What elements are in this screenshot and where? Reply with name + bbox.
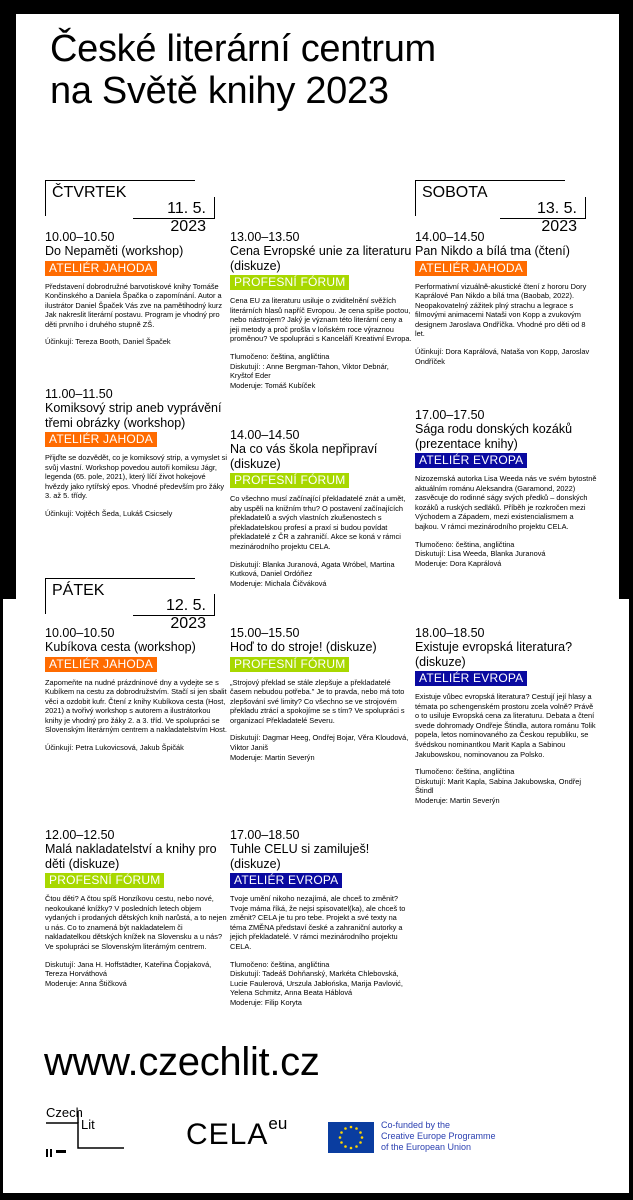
day-saturday-label: SOBOTA xyxy=(415,180,565,216)
event-credit: Tlumočeno: čeština, angličtina xyxy=(230,351,330,361)
event-badge: PROFESNÍ FÓRUM xyxy=(230,657,349,672)
event-badge: PROFESNÍ FÓRUM xyxy=(45,873,164,888)
event-time: 13.00–13.50 xyxy=(230,230,300,244)
event-badge: ATELIÉR JAHODA xyxy=(45,657,157,672)
event-credit: Účinkují: Vojtěch Šeda, Lukáš Csicsely xyxy=(45,508,173,518)
event-credit: Moderuje: Tomáš Kubíček xyxy=(230,380,316,390)
event-badge: ATELIÉR JAHODA xyxy=(415,261,527,276)
eu-funding-text xyxy=(381,1120,496,1153)
event-title: Tuhle CELU si zamiluješ! (diskuze) xyxy=(230,842,370,871)
czechlit-logo-top: Czech xyxy=(46,1105,83,1120)
event-description: Čtou děti? A čtou spíš Honzíkovu cestu, nebo nové, neokoukané knížky? V posledních letech objem vydaných i prodaných dětských knih narůstá, a to nejen u nás. Co to znamená být nakladatelem či nakladatelkou dětských knížek na Slovensku a u nás? Ve spolupráci se Slovenským literárným centrem. xyxy=(45,894,227,951)
event-time: 18.00–18.50 xyxy=(415,626,485,640)
event-description: Existuje vůbec evropská literatura? Cestují její hlasy a témata po schengenském prostoru zcela volně? Právě o to usiluje Evropská cena za literaturu. Debata a čtení svede dohromady Ondřeje Štindla, autora románu Tolik popela, letos nominovaného za Českou republiku, se švédskou nominantkou Marit Kapla a Sabinou Jakubowskou, nominovanou za Polsko. xyxy=(415,692,596,759)
event-time: 10.00–10.50 xyxy=(45,626,115,640)
event-time: 10.00–10.50 xyxy=(45,230,115,244)
event-time: 11.00–11.50 xyxy=(45,387,113,401)
event-credit: Moderuje: Anna Štičková xyxy=(45,978,127,988)
day-thursday-date: 11. 5. 2023 xyxy=(133,197,215,219)
cela-logo-text: CELA xyxy=(186,1118,269,1151)
event-credit: Diskutují: Blanka Juranová, Agata Wróbel, Martina Kutková, Daniel Ordóñez xyxy=(230,559,395,579)
czechlit-logo-frame xyxy=(46,1106,124,1158)
event-5 xyxy=(415,408,597,568)
day-thursday-label: ČTVRTEK xyxy=(45,180,195,216)
day-friday-date: 12. 5. 2023 xyxy=(133,594,215,616)
event-badge: PROFESNÍ FÓRUM xyxy=(230,473,349,488)
event-title: Malá nakladatelství a knihy pro děti (diskuze) xyxy=(45,842,217,871)
event-credit: Diskutují: Jana H. Hoffstädter, Kateřina Čopjaková, Tereza Horváthová xyxy=(45,959,212,979)
event-credit: Tlumočeno: čeština, angličtina xyxy=(415,767,515,777)
cela-logo-suffix: eu xyxy=(268,1114,288,1133)
event-description: Cena EU za literaturu usiluje o zviditelnění svěžích literárních hlasů napříč Evropou. Je cena spíše poctou, nebo nástrojem? Jaký je význam této literární ceny a jeji metody a proč prošla v loňském roce výraznou proměnou? Ve spolupráci s Kanceláří Kreativní Evropa. xyxy=(230,296,412,344)
event-credit: Tlumočeno: čeština, angličtina xyxy=(415,539,515,549)
event-credit: Moderuje: Martin Severýn xyxy=(230,752,315,762)
event-badge: ATELIÉR EVROPA xyxy=(415,671,527,686)
event-badge: PROFESNÍ FÓRUM xyxy=(230,275,349,290)
eu-flag-icon xyxy=(328,1122,374,1153)
eu-line-1: Co-funded by the xyxy=(381,1120,451,1130)
event-badge: ATELIÉR EVROPA xyxy=(230,873,342,888)
event-9 xyxy=(230,828,412,1008)
event-3 xyxy=(230,428,412,588)
event-description: Tvoje umění nikoho nezajímá, ale chceš to změnit? Tvoje máma říká, že nejsi spisovatel(ka), ale chceš to změnit? CELA je tu pro tebe. Projekt a své texty na téma ZMĚNA představí české a zahraniční autorky a jejich překladatelé. V rámci mezinárodního projektu CELA. xyxy=(230,894,406,951)
event-4 xyxy=(415,230,597,366)
cela-logo xyxy=(186,1110,287,1153)
czechlit-logo xyxy=(46,1106,124,1158)
event-time: 12.00–12.50 xyxy=(45,828,115,842)
czechlit-logo-bottom: Lit xyxy=(81,1117,95,1132)
event-credit: Účinkují: Petra Lukovicsová, Jakub Špičák xyxy=(45,743,184,753)
event-title: Pan Nikdo a bílá tma (čtení) xyxy=(415,244,570,258)
event-title: Do Nepaměti (workshop) xyxy=(45,244,184,258)
event-title: Sága rodu donských kozáků (prezentace knihy) xyxy=(415,422,573,451)
event-badge: ATELIÉR JAHODA xyxy=(45,432,157,447)
event-1 xyxy=(45,387,227,519)
event-time: 17.00–18.50 xyxy=(230,828,300,842)
event-6 xyxy=(45,626,227,753)
title-line-1: České literární centrum xyxy=(50,28,436,70)
event-credit: Diskutují: Dagmar Heeg, Ondřej Bojar, Věra Kloudová, Viktor Janiš xyxy=(230,733,409,753)
event-title: Komiksový strip aneb vyprávění třemi obrázky (workshop) xyxy=(45,401,222,430)
event-8 xyxy=(230,626,412,762)
event-0 xyxy=(45,230,227,347)
event-credit: Účinkují: Dora Kaprálová, Nataša von Kopp, Jaroslav Ondříček xyxy=(415,347,590,366)
event-description: Zapomeňte na nudné prázdninové dny a vydejte se s Kubíkem na cestu za dobrodružstvím. Stačí si jen sbalit věci a ozdobit kufr. Čtení z knihy Kubíkova cesta (Host, 2021) a tvořivý workshop s autorem a ilustrátorkou knihy je vhodný pro žáky 2. a 3. tříd. Ve spolupráci se Slovenským literárným centrem a nakladatelstvím Host. xyxy=(45,677,227,735)
event-credit: Diskutují: Lisa Weeda, Blanka Juranová xyxy=(415,549,546,559)
event-badge: ATELIÉR EVROPA xyxy=(415,453,527,468)
event-description: Performativní vizuálně-akustické čtení z hororu Dory Kaprálové Pan Nikdo a bílá tma (Baobab, 2022). Neopakovatelný zážitek plný strachu a legrace s filmovými animacemi Nataši von Kopp a zvukovým designem Jaroslava Ondříčka. Vhodné pro děti od 8 let. xyxy=(415,281,587,339)
event-credit: Účinkují: Tereza Booth, Daniel Špaček xyxy=(45,337,171,347)
event-2 xyxy=(230,230,412,390)
day-saturday-date: 13. 5. 2023 xyxy=(500,197,586,219)
website-link[interactable]: www.czechlit.cz xyxy=(44,1040,320,1084)
event-title: Hoď to do stroje! (diskuze) xyxy=(230,640,377,654)
event-credit: Diskutují: Tadeáš Dohňanský, Markéta Chlebovská, Lucie Faulerová, Urszula Jabłońska, Marija Pavlović, Yelena Schmitz, Anna Beata Háblová xyxy=(230,969,403,998)
event-description: Představení dobrodružné barvotiskové knihy Tomáše Končinského a Daniela Špačka o zapomínání. Autor a ilustrátor Daniel Špaček Vás zve na pamětihodný kurz Jak nakreslit literární postavu. Program je vhodný pro děti prvního i druhého stupně ZŠ. xyxy=(45,281,223,329)
eu-line-3: of the European Union xyxy=(381,1142,472,1152)
event-badge: ATELIÉR JAHODA xyxy=(45,261,157,276)
event-credit: Moderuje: Martin Severýn xyxy=(415,795,500,805)
event-title: Kubíkova cesta (workshop) xyxy=(45,640,196,654)
event-description: Přijďte se dozvědět, co je komiksový strip, a vymyslet si svůj vlastní. Workshop povedou autoři komiksu Jágr, legenda (65. pole, 2021), který líčí život hokejové hvězdy jako rytířský epos. Vhodné především pro žáky 3. až 5. třídy. xyxy=(45,453,227,501)
event-description: Co všechno musí začínající překladatelé znát a umět, aby uspěli na knižním trhu? O postavení začínajících překladatelů a svých vlastních zkušenostech s překladatelskou profesí a praxí si budou povídat překladatelé z ČR a zahraničí. Akce se koná v rámci mezinárodního projektu CELA. xyxy=(230,494,406,551)
event-10 xyxy=(415,626,597,806)
event-time: 17.00–17.50 xyxy=(415,408,485,422)
event-credit: Diskutují: Marit Kapla, Sabina Jakubowska, Ondřej Štindl xyxy=(415,776,581,796)
event-title: Na co vás škola nepřipraví (diskuze) xyxy=(230,442,378,471)
event-description: Nizozemská autorka Lisa Weeda nás ve svém bytostně aktuálním románu Aleksandra (Garamond, 2022) zasvěcuje do rodinné ságy svých předků – donských kozáků a ruských sedláků. Příběh je rozkročen mezi Východem a Západem, mezi existencialismem a bajkou. V rámci mezinárodního projektu CELA. xyxy=(415,474,597,531)
event-title: Existuje evropská literatura? (diskuze) xyxy=(415,640,573,669)
day-friday-label: PÁTEK xyxy=(45,578,195,614)
event-credit: Diskutují: : Anne Bergman-Tahon, Viktor Debnár, Kryštof Eder xyxy=(230,361,389,381)
event-time: 14.00–14.50 xyxy=(230,428,300,442)
page-title xyxy=(50,28,436,112)
event-credit: Moderuje: Dora Kaprálová xyxy=(415,558,502,568)
eu-line-2: Creative Europe Programme xyxy=(381,1131,496,1141)
event-credit: Moderuje: Filip Koryta xyxy=(230,997,302,1007)
event-credit: Tlumočeno: čeština, angličtina xyxy=(230,959,330,969)
title-line-2: na Světě knihy 2023 xyxy=(50,70,389,112)
event-time: 15.00–15.50 xyxy=(230,626,300,640)
event-time: 14.00–14.50 xyxy=(415,230,485,244)
event-credit: Moderuje: Michala Čičváková xyxy=(230,578,327,588)
event-7 xyxy=(45,828,227,988)
event-description: „Strojový překlad se stále zlepšuje a překladatelé časem nebudou potřeba." Je to pravda, nebo má toto zlepšování své limity? Co všechno se ve strojovém překladu ztrácí a spokojíme se s tím? Ve spolupráci s organizací Překladatelé Severu. xyxy=(230,677,405,725)
event-title: Cena Evropské unie za literaturu (diskuze) xyxy=(230,244,412,273)
